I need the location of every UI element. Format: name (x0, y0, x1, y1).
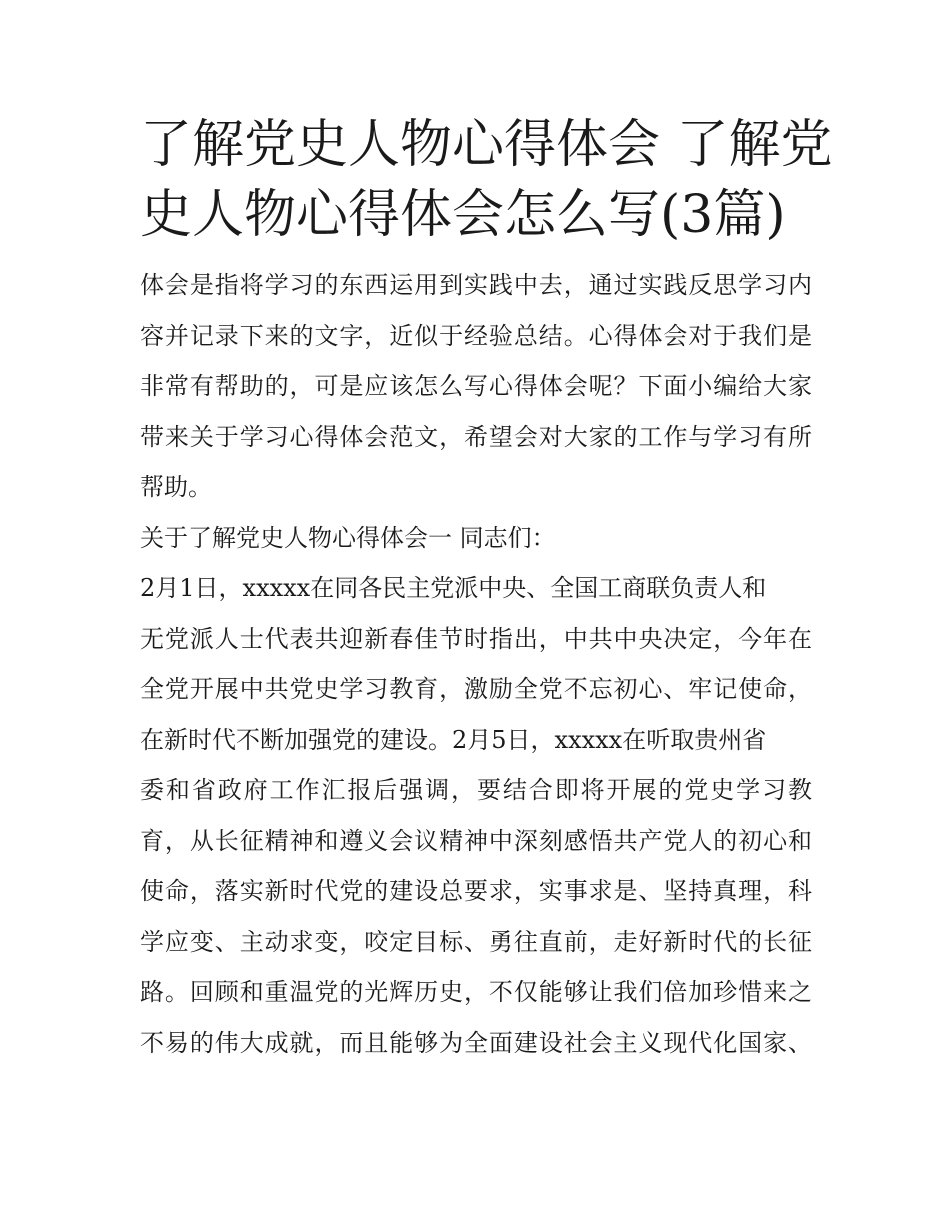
text-line: 在新时代不断加强党的建设。2月5日，xxxxx在听取贵州省 (140, 725, 767, 754)
document-page (140, 110, 833, 1068)
text-line: 路。回顾和重温党的光辉历史，不仅能够让我们倍加珍惜来之 (140, 978, 812, 1006)
text-line: 学应变、主动求变，咬定目标、勇往直前，走好新时代的长征 (140, 927, 812, 956)
title-line: 了解党史人物心得体会 了解党 (140, 115, 833, 175)
text-line: 2月1日，xxxxx在同各民主党派中央、全国工商联负责人和 (140, 574, 767, 602)
text-line: 育，从长征精神和遵义会议精神中深刻感悟共产党人的初心和 (140, 826, 812, 855)
intro-paragraph (140, 260, 812, 513)
body-paragraph (140, 563, 812, 1068)
text-line: 关于了解党史人物心得体会一 同志们： (140, 523, 556, 552)
text-line: 带来关于学习心得体会范文，希望会对大家的工作与学习有所 (140, 422, 812, 451)
text-line: 使命，落实新时代党的建设总要求，实事求是、坚持真理，科 (140, 877, 812, 905)
text-line: 委和省政府工作汇报后强调，要结合即将开展的党史学习教 (140, 776, 812, 804)
text-line: 容并记录下来的文字，近似于经验总结。心得体会对于我们是 (140, 321, 812, 350)
text-line: 帮助。 (140, 473, 212, 501)
text-line: 体会是指将学习的东西运用到实践中去，通过实践反思学习内 (140, 271, 812, 299)
document-title (140, 110, 833, 250)
section-heading (140, 513, 812, 564)
title-line: 史人物心得体会怎么写(3篇) (140, 185, 786, 245)
text-line: 不易的伟大成就，而且能够为全面建设社会主义现代化国家、 (140, 1028, 812, 1057)
text-line: 全党开展中共党史学习教育，激励全党不忘初心、牢记使命， (140, 675, 812, 703)
text-line: 非常有帮助的，可是应该怎么写心得体会呢？下面小编给大家 (140, 372, 812, 400)
text-line: 无党派人士代表共迎新春佳节时指出，中共中央决定，今年在 (140, 624, 812, 653)
